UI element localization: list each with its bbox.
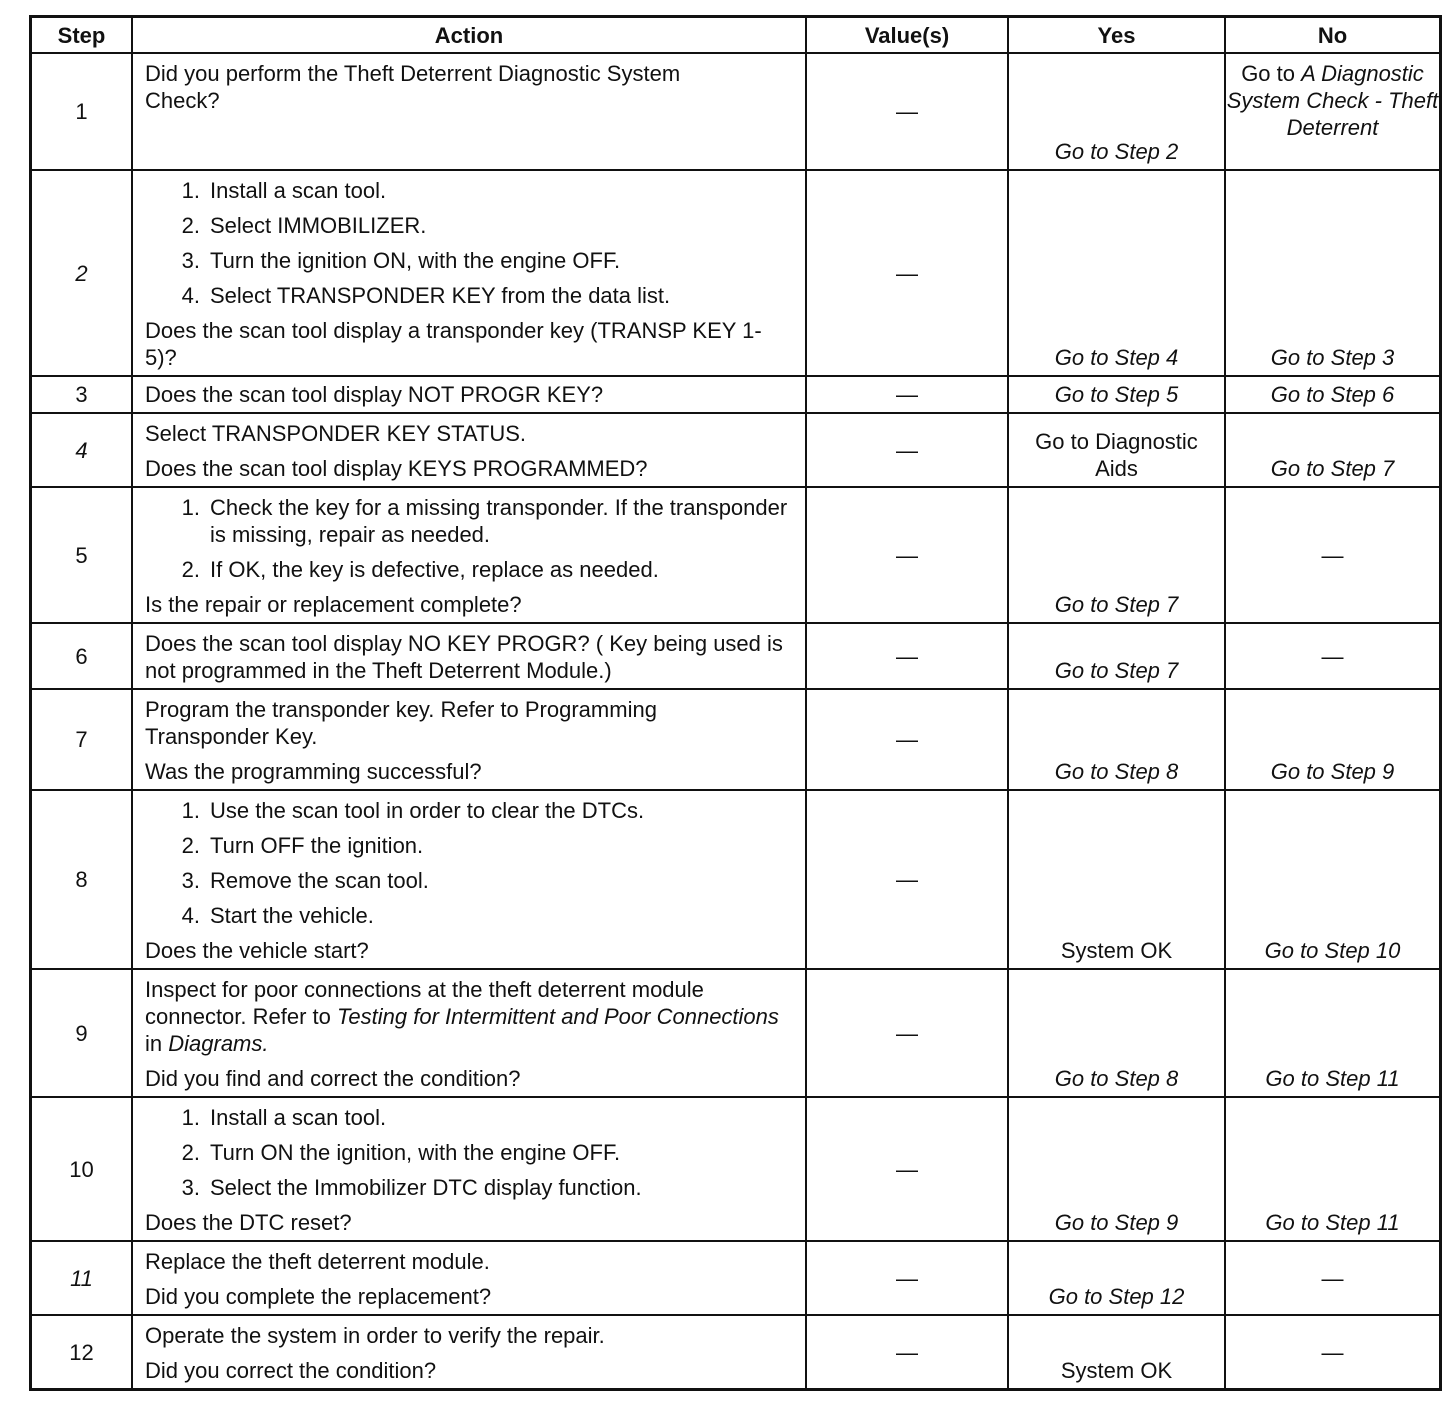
value-cell: — (806, 53, 1008, 170)
table-row (31, 623, 1441, 689)
yes-cell: System OK (1008, 1315, 1225, 1390)
action-question: Does the scan tool display KEYS PROGRAMMED? (145, 456, 648, 481)
step-number: 9 (31, 969, 133, 1097)
diagnostic-table (29, 15, 1442, 1391)
action-instruction: Program the transponder key. Refer to Programming Transponder Key. (145, 697, 657, 749)
action-cell (132, 53, 806, 170)
action-steps (145, 494, 793, 583)
step-number: 7 (31, 689, 133, 790)
step-number: 2 (31, 170, 133, 376)
list-item: 1. Install a scan tool. (181, 178, 387, 203)
step-number: 6 (31, 623, 133, 689)
yes-cell: Go to Step 8 (1008, 969, 1225, 1097)
step-number: 12 (31, 1315, 133, 1390)
value-cell: — (806, 413, 1008, 487)
step-number: 1 (31, 53, 133, 170)
action-instruction: Replace the theft deterrent module. (145, 1249, 490, 1274)
table-row (31, 969, 1441, 1097)
value-cell: — (806, 790, 1008, 969)
value-cell: — (806, 623, 1008, 689)
no-cell: Go to Step 7 (1225, 413, 1441, 487)
no-cell: — (1225, 1241, 1441, 1315)
table-row (31, 1097, 1441, 1241)
table-row (31, 1241, 1441, 1315)
action-steps (145, 1104, 793, 1201)
table-row (31, 487, 1441, 623)
action-question: Does the scan tool display a transponder key (TRANSP KEY 1-5)? (145, 318, 762, 370)
no-cell: — (1225, 1315, 1441, 1390)
action-question: Did you correct the condition? (145, 1358, 437, 1383)
action-cell (132, 487, 806, 623)
yes-cell: Go to Step 9 (1008, 1097, 1225, 1241)
action-instruction: Inspect for poor connections at the theft deterrent module connector. Refer to Testing for Intermittent and Poor Connections in Diagrams. (145, 977, 779, 1056)
action-question: Does the scan tool display NO KEY PROGR? ( Key being used is not programmed in the Theft Deterrent Module.) (145, 631, 783, 683)
list-item: 2. Select IMMOBILIZER. (181, 213, 427, 238)
action-steps (145, 177, 793, 309)
yes-cell: Go to Step 5 (1008, 376, 1225, 413)
table-row (31, 1315, 1441, 1390)
header-no: No (1225, 17, 1441, 54)
list-item: 2. Turn ON the ignition, with the engine OFF. (181, 1140, 621, 1165)
step-number: 4 (31, 413, 133, 487)
action-cell (132, 413, 806, 487)
action-cell (132, 1241, 806, 1315)
action-question: Did you perform the Theft Deterrent Diagnostic System Check? (145, 61, 681, 113)
table-row (31, 170, 1441, 376)
table-row (31, 689, 1441, 790)
yes-cell: Go to Step 7 (1008, 623, 1225, 689)
action-instruction: Select TRANSPONDER KEY STATUS. (145, 421, 527, 446)
value-cell: — (806, 689, 1008, 790)
step-number: 3 (31, 376, 133, 413)
table-row (31, 790, 1441, 969)
yes-cell: Go to Step 7 (1008, 487, 1225, 623)
table-row (31, 53, 1441, 170)
action-cell (132, 1315, 806, 1390)
action-cell (132, 790, 806, 969)
action-question: Did you complete the replacement? (145, 1284, 492, 1309)
no-cell: Go to Step 3 (1225, 170, 1441, 376)
no-link[interactable]: A Diagnostic System Check - Theft Deterrent (1226, 61, 1439, 140)
step-number: 8 (31, 790, 133, 969)
step-number: 11 (31, 1241, 133, 1315)
list-item: 2. If OK, the key is defective, replace as needed. (181, 557, 659, 582)
action-cell (132, 969, 806, 1097)
list-item: 1. Install a scan tool. (181, 1105, 387, 1130)
no-cell: Go to Step 11 (1225, 1097, 1441, 1241)
no-cell: Go to Step 10 (1225, 790, 1441, 969)
step-number: 10 (31, 1097, 133, 1241)
value-cell: — (806, 1241, 1008, 1315)
value-cell: — (806, 1097, 1008, 1241)
action-steps (145, 797, 793, 929)
list-item: 4. Select TRANSPONDER KEY from the data list. (181, 283, 671, 308)
value-cell: — (806, 1315, 1008, 1390)
yes-cell (1008, 413, 1225, 487)
value-cell: — (806, 969, 1008, 1097)
no-cell: — (1225, 487, 1441, 623)
action-question: Was the programming successful? (145, 759, 482, 784)
yes-cell: Go to Step 12 (1008, 1241, 1225, 1315)
yes-cell: System OK (1008, 790, 1225, 969)
list-item: 1. Check the key for a missing transponder. If the transponder is missing, repair as needed. (181, 495, 788, 547)
yes-cell: Go to Step 8 (1008, 689, 1225, 790)
yes-cell: Go to Step 4 (1008, 170, 1225, 376)
action-question: Does the DTC reset? (145, 1210, 352, 1235)
value-cell: — (806, 376, 1008, 413)
step-number: 5 (31, 487, 133, 623)
list-item: 4. Start the vehicle. (181, 903, 374, 928)
no-cell: Go to Step 11 (1225, 969, 1441, 1097)
header-action: Action (132, 17, 806, 54)
action-instruction: Operate the system in order to verify the repair. (145, 1323, 605, 1348)
list-item: 3. Select the Immobilizer DTC display function. (181, 1175, 642, 1200)
diagrams-link[interactable]: Diagrams. (168, 1031, 269, 1056)
action-cell (132, 170, 806, 376)
action-cell (132, 623, 806, 689)
no-cell: Go to Step 6 (1225, 376, 1441, 413)
no-cell: Go to Step 9 (1225, 689, 1441, 790)
value-cell: — (806, 487, 1008, 623)
action-question: Does the vehicle start? (145, 938, 369, 963)
value-cell: — (806, 170, 1008, 376)
no-prefix: Go to (1241, 61, 1295, 86)
yes-cell: Go to Step 2 (1008, 53, 1225, 170)
action-question: Does the scan tool display NOT PROGR KEY? (145, 382, 604, 407)
no-cell (1225, 53, 1441, 170)
yes-link[interactable]: Go to Diagnostic Aids (1035, 429, 1198, 481)
action-cell (132, 376, 806, 413)
action-cell (132, 1097, 806, 1241)
header-values: Value(s) (806, 17, 1008, 54)
table-row (31, 376, 1441, 413)
no-cell: — (1225, 623, 1441, 689)
list-item: 3. Turn the ignition ON, with the engine OFF. (181, 248, 621, 273)
list-item: 1. Use the scan tool in order to clear the DTCs. (181, 798, 645, 823)
list-item: 2. Turn OFF the ignition. (181, 833, 424, 858)
header-step: Step (31, 17, 133, 54)
table-header-row (31, 17, 1441, 54)
list-item: 3. Remove the scan tool. (181, 868, 429, 893)
header-yes: Yes (1008, 17, 1225, 54)
action-question: Is the repair or replacement complete? (145, 592, 522, 617)
testing-link[interactable]: Testing for Intermittent and Poor Connections (337, 1004, 779, 1029)
table-row (31, 413, 1441, 487)
action-question: Did you find and correct the condition? (145, 1066, 521, 1091)
action-cell (132, 689, 806, 790)
